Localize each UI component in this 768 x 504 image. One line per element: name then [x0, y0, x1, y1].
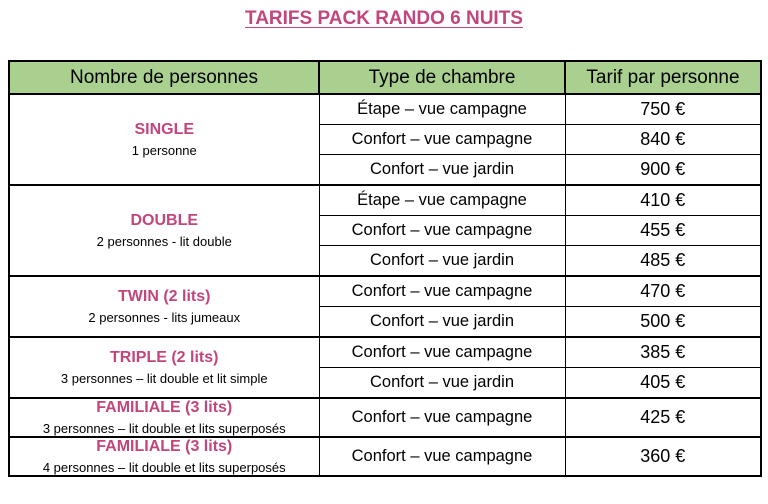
price-cell: 425 €: [565, 398, 761, 437]
room-category-description: 2 personnes - lit double: [96, 234, 232, 249]
price-cell: 385 €: [565, 337, 761, 368]
room-type-cell: Confort – vue campagne: [319, 337, 565, 368]
price-cell: 840 €: [565, 125, 761, 155]
room-type-cell: Confort – vue jardin: [319, 155, 565, 186]
room-category-cell: [9, 398, 319, 437]
price-cell: 405 €: [565, 368, 761, 399]
room-type-cell: Confort – vue campagne: [319, 437, 565, 476]
room-type-cell: Étape – vue campagne: [319, 185, 565, 216]
room-type-cell: Confort – vue campagne: [319, 276, 565, 307]
header-type-chambre: Type de chambre: [319, 61, 565, 94]
page-title: TARIFS PACK RANDO 6 NUITS: [245, 8, 523, 29]
price-cell: 360 €: [565, 437, 761, 476]
room-type-cell: Confort – vue campagne: [319, 125, 565, 155]
room-category-cell: [9, 437, 319, 476]
table-row: [9, 337, 761, 368]
price-cell: 470 €: [565, 276, 761, 307]
price-cell: 455 €: [565, 216, 761, 246]
pricing-table: [8, 60, 762, 477]
table-row: [9, 437, 761, 476]
room-type-cell: Confort – vue jardin: [319, 246, 565, 277]
price-cell: 410 €: [565, 185, 761, 216]
header-tarif: Tarif par personne: [565, 61, 761, 94]
room-type-cell: Étape – vue campagne: [319, 94, 565, 125]
table-row: [9, 185, 761, 216]
table-row: [9, 398, 761, 437]
room-category-cell: [9, 185, 319, 276]
room-category-cell: [9, 94, 319, 185]
room-category-name: FAMILIALE (3 lits): [96, 438, 233, 455]
room-type-cell: Confort – vue campagne: [319, 398, 565, 437]
room-category-description: 3 personnes – lit double et lit simple: [60, 371, 268, 386]
room-category-name: FAMILIALE (3 lits): [96, 399, 233, 416]
room-category-name: TRIPLE (2 lits): [110, 349, 219, 366]
table-row: [9, 276, 761, 307]
price-cell: 500 €: [565, 307, 761, 338]
price-cell: 485 €: [565, 246, 761, 277]
room-category-name: DOUBLE: [130, 212, 199, 229]
room-category-description: 3 personnes – lit double et lits superposés: [42, 421, 286, 436]
room-category-description: 4 personnes – lit double et lits superposés: [42, 460, 286, 475]
room-category-name: SINGLE: [134, 121, 195, 138]
header-nombre-personnes: Nombre de personnes: [9, 61, 319, 94]
room-category-description: 1 personne: [131, 143, 197, 158]
table-body: [9, 94, 761, 476]
room-category-name: TWIN (2 lits): [118, 288, 211, 305]
room-category-cell: [9, 276, 319, 337]
price-cell: 900 €: [565, 155, 761, 186]
room-category-cell: [9, 337, 319, 398]
table-header-row: [9, 61, 761, 94]
table-row: [9, 94, 761, 125]
price-cell: 750 €: [565, 94, 761, 125]
room-type-cell: Confort – vue campagne: [319, 216, 565, 246]
room-category-description: 2 personnes - lits jumeaux: [88, 310, 241, 325]
room-type-cell: Confort – vue jardin: [319, 368, 565, 399]
room-type-cell: Confort – vue jardin: [319, 307, 565, 338]
